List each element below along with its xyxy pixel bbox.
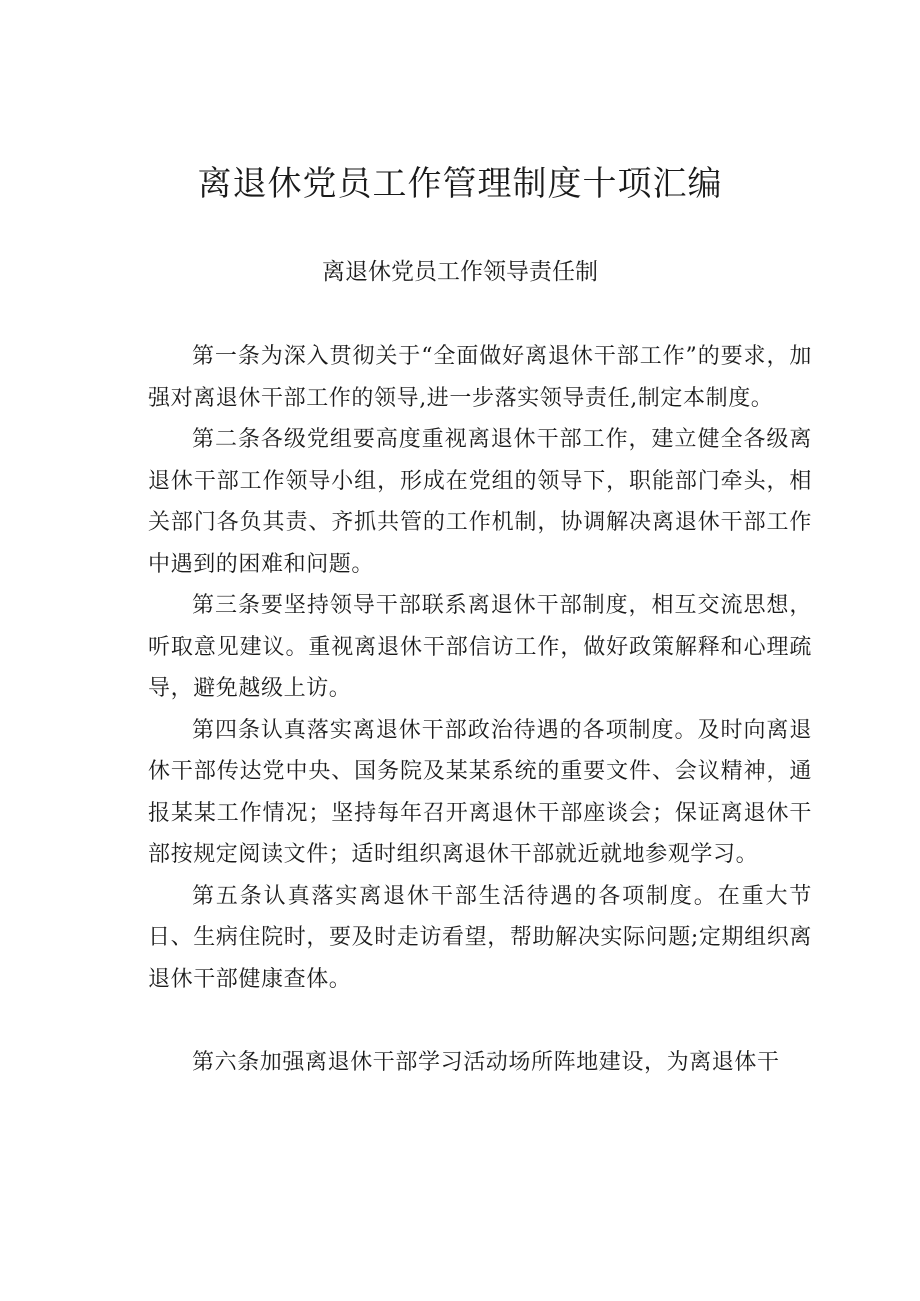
article-1: 第一条为深入贯彻关于“全面做好离退休干部工作”的要求，加强对离退休干部工作的领导,进一步落实领导责任,制定本制度。 bbox=[148, 344, 812, 411]
article-3: 第三条要坚持领导干部联系离退休干部制度，相互交流思想，听取意见建议。重视离退休干部信访工作，做好政策解释和心理疏导，避免越级上访。 bbox=[148, 593, 812, 701]
article-5: 第五条认真落实离退休干部生活待遇的各项制度。在重大节日、生病住院时，要及时走访看望，帮助解决实际问题;定期组织离退休干部健康查体。 bbox=[148, 883, 812, 992]
article-6: 第六条加强离退休干部学习活动场所阵地建设，为离退体干 bbox=[192, 1050, 780, 1075]
section-subtitle: 离退休党员工作领导责任制 bbox=[322, 259, 598, 285]
document-title: 离退休党员工作管理制度十项汇编 bbox=[197, 164, 723, 204]
article-2: 第二条各级党组要高度重视离退休干部工作，建立健全各级离退休干部工作领导小组，形成在党组的领导下，职能部门牵头，相关部门各负其责、齐抓共管的工作机制，协调解决离退休干部工作中遇到的困难和问题。 bbox=[148, 427, 812, 577]
document-body bbox=[148, 336, 812, 1084]
article-4: 第四条认真落实离退休干部政治待遇的各项制度。及时向离退休干部传达党中央、国务院及某某系统的重要文件、会议精神，通报某某工作情况；坚持每年召开离退休干部座谈会；保证离退休干部按规定阅读文件；适时组织离退休干部就近就地参观学习。 bbox=[148, 717, 812, 867]
